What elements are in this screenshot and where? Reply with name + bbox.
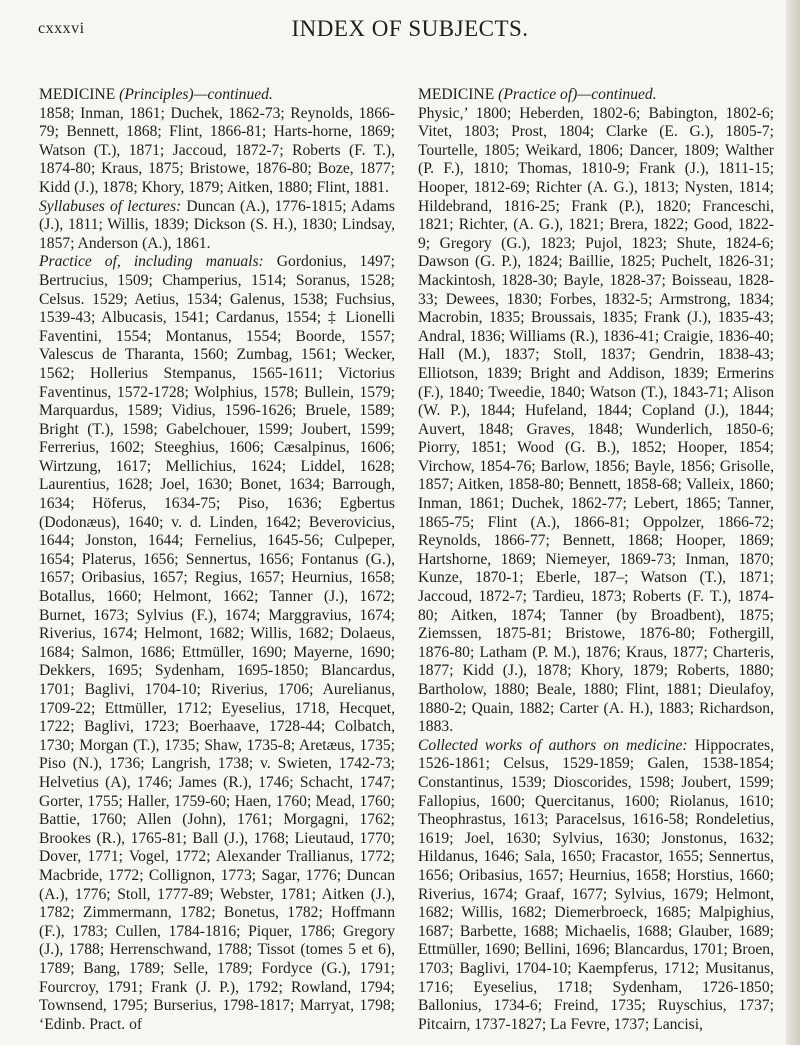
page-header xyxy=(38,14,782,40)
practice-text: Gordonius, 1497; Bertrucius, 1509; Champerius, 1514; Soranus, 1528; Celsus. 1529; Aetius, 1534; Galenus, 1538; Fuchsius, 1539-43; Albucasis, 1541; Cardanus, 1554; ‡ Lionelli Faventini, 1554; Montanus, 1554; Boorde, 1557; Valescus de Tharanta, 1560; Zumbag, 1561; Wecker, 1562; Hollerius Stempanus, 1565-1611; Victorius Faventinus, 1572-1728; Wolphius, 1578; Bullein, 1579; Marquardus, 1589; Vidius, 1596-1626; Bruele, 1589; Bright (T.), 1598; Gabelchouer, 1599; Joubert, 1599; Ferrerius, 1602; Steeghius, 1606; Cæsalpinus, 1606; Wirtzung, 1617; Mellichius, 1624; Liddel, 1628; Laurentius, 1628; Joel, 1630; Bonet, 1634; Barrough, 1634; Höferus, 1634-75; Piso, 1636; Egbertus (Dodonæus), 1640; v. d. Linden, 1642; Beverovicius, 1644; Jonston, 1644; Fernelius, 1645-56; Culpeper, 1654; Platerus, 1656; Sennertus, 1656; Fontanus (G.), 1657; Oribasius, 1657; Regius, 1657; Heurnius, 1658; Botallus, 1660; Helmont, 1662; Tanner (J.), 1672; Burnet, 1673; Sylvius (F.), 1674; Marggravius, 1674; Riverius, 1674; Helmont, 1682; Willis, 1682; Dolaeus, 1684; Salmon, 1686; Ettmüller, 1690; Mayerne, 1690; Dekkers, 1695; Sydenham, 1695-1850; Blancardus, 1701; Baglivi, 1704-10; Riverius, 1706; Aurelianus, 1709-22; Ettmüller, 1712; Eyeselius, 1718, Hecquet, 1722; Baglivi, 1723; Boerhaave, 1728-44; Colbatch, 1730; Morgan (T.), 1735; Shaw, 1735-8; Aretæus, 1735; Piso (N.), 1736; Langrish, 1738; v. Swieten, 1742-73; Helvetius (A), 1746; James (R.), 1746; Schacht, 1747; Gorter, 1755; Haller, 1759-60; Haen, 1760; Mead, 1760; Battie, 1760; Allen (John), 1761; Morgagni, 1762; Brookes (R.), 1765-81; Ball (J.), 1768; Lieutaud, 1770; Dover, 1771; Vogel, 1772; Alexander Trallianus, 1772; Macbride, 1772; Collignon, 1773; Sagar, 1776; Duncan (A.), 1776; Stoll, 1777-89; Webster, 1781; Aitken (J.), 1782; Zimmermann, 1782; Bonetus, 1782; Hoffmann (F.), 1783; Cullen, 1784-1816; Piquer, 1786; Gregory (J.), 1788; Herrenschwand, 1788; Tissot (tomes 5 et 6), 1789; Bang, 1789; Selle, 1789; Fordyce (G.), 1791; Fourcroy, 1791; Frank (J. P.), 1792; Rowland, 1794; Townsend, 1795; Burserius, 1798-1817; Marryat, 1798; ‘Edinb. Pract. of xyxy=(39,253,396,1033)
syllabuses-text: Duncan (A.), 1776-1815; Adams (J.), 1811; Willis, 1839; Dickson (S. H.), 1830; Lindsay, 1857; Anderson (A.), 1861. xyxy=(39,197,395,252)
left-principles-text: 1858; Inman, 1861; Duchek, 1862-73; Reynolds, 1866-79; Bennett, 1868; Flint, 1866-81; Harts-horne, 1869; Watson (T.), 1871; Jaccoud, 1872-7; Roberts (F. T.), 1874-80; Kraus, 1875; Bristowe, 1876-80; Boze, 1877; Kidd (J.), 1878; Khory, 1879; Aitken, 1880; Flint, 1881. xyxy=(39,104,395,196)
collected-works-text: Hippocrates, 1526-1861; Celsus, 1529-1859; Galen, 1538-1854; Constantinus, 1539; Dioscorides, 1598; Joubert, 1599; Fallopius, 1600; Quercitanus, 1600; Riolanus, 1610; Theophrastus, 1613; Paracelsus, 1616-58; Rondeletius, 1619; Joel, 1630; Sylvius, 1630; Jonstonus, 1632; Hildanus, 1646; Sala, 1650; Fracastor, 1655; Sennertus, 1656; Oribasius, 1657; Heurnius, 1658; Horstius, 1660; Riverius, 1674; Graaf, 1677; Sylvius, 1679; Helmont, 1682; Willis, 1682; Diemerbroeck, 1685; Malpighius, 1687; Barbette, 1688; Michaelis, 1688; Glauber, 1689; Ettmüller, 1690; Bellini, 1696; Blancardus, 1701; Broen, 1703; Baglivi, 1704-10; Kaempferus, 1712; Musitanus, 1716; Eyeselius, 1718; Sydenham, 1726-1850; Ballonius, 1734-6; Freind, 1735; Ruyschius, 1737; Pitcairn, 1737-1827; La Fevre, 1737; Lancisi, xyxy=(418,736,774,1033)
practice-entry xyxy=(39,253,395,1034)
right-heading: MEDICINE xyxy=(418,86,495,103)
collected-works-entry xyxy=(418,737,774,1035)
right-heading-qualifier: (Practice of)—continued. xyxy=(498,86,657,103)
running-title: INDEX OF SUBJECTS. xyxy=(291,16,529,41)
right-column xyxy=(418,86,774,1034)
syllabuses-label: Syllabuses of lectures: xyxy=(39,197,182,215)
left-entry-heading xyxy=(39,86,395,105)
left-heading: MEDICINE xyxy=(39,86,116,103)
collected-works-label: Collected works of authors on medicine: xyxy=(418,736,688,754)
page-edge xyxy=(786,0,800,1045)
practice-label: Practice of, including manuals: xyxy=(39,253,264,271)
syllabuses-entry xyxy=(39,198,395,254)
left-heading-qualifier: (Principles)—continued. xyxy=(119,86,273,103)
right-entry-heading xyxy=(418,86,774,105)
page-number: cxxxvi xyxy=(38,20,85,37)
left-column xyxy=(39,86,395,1034)
right-practice-text: Physic,’ 1800; Heberden, 1802-6; Babington, 1802-6; Vitet, 1803; Prost, 1804; Clarke (E. G.), 1805-7; Tourtelle, 1805; Weikard, 1806; Dancer, 1809; Walther (P. F.), 1810; Thomas, 1810-9; Frank (J.), 1811-15; Hooper, 1812-69; Richter (A. G.), 1813; Nysten, 1814; Hildebrand, 1816-25; Frank (P.), 1820; Franceschi, 1821; Richter, (A. G.), 1821; Brera, 1822; Good, 1822-9; Gregory (G.), 1823; Pujol, 1823; Shute, 1824-6; Dawson (G. P.), 1824; Baillie, 1825; Puchelt, 1826-31; Mackintosh, 1828-30; Bayle, 1828-37; Boisseau, 1828-33; Dewees, 1830; Forbes, 1832-5; Armstrong, 1834; Macrobin, 1835; Broussais, 1835; Frank (J.), 1835-43; Andral, 1836; Williams (R.), 1836-41; Craigie, 1836-40; Hall (M.), 1837; Stoll, 1837; Gendrin, 1838-43; Elliotson, 1839; Bright and Addison, 1839; Ermerins (F.), 1840; Tweedie, 1840; Watson (T.), 1843-71; Alison (W. P.), 1844; Hufeland, 1844; Copland (J.), 1844; Auvert, 1848; Graves, 1848; Wunderlich, 1850-6; Piorry, 1851; Wood (G. B.), 1852; Hooper, 1854; Virchow, 1854-76; Barlow, 1856; Bayle, 1856; Grisolle, 1857; Aitken, 1858-80; Bennett, 1858-68; Valleix, 1860; Inman, 1861; Duchek, 1862-77; Lebert, 1865; Tanner, 1865-75; Flint (A.), 1866-81; Oppolzer, 1866-72; Reynolds, 1866-77; Bennett, 1868; Hooper, 1869; Hartshorne, 1869; Niemeyer, 1869-73; Inman, 1870; Kunze, 1870-1; Eberle, 187–; Watson (T.), 1871; Jaccoud, 1872-7; Tardieu, 1873; Roberts (F. T.), 1874-80; Aitken, 1874; Tanner (by Broadbent), 1875; Ziemssen, 1875-81; Bristowe, 1876-80; Fothergill, 1876-80; Latham (P. M.), 1876; Kraus, 1877; Charteris, 1877; Kidd (J.), 1878; Khory, 1879; Roberts, 1880; Bartholow, 1880; Beale, 1880; Flint, 1881; Dieulafoy, 1880-2; Quain, 1882; Carter (A. H.), 1883; Richardson, 1883. xyxy=(418,104,774,736)
